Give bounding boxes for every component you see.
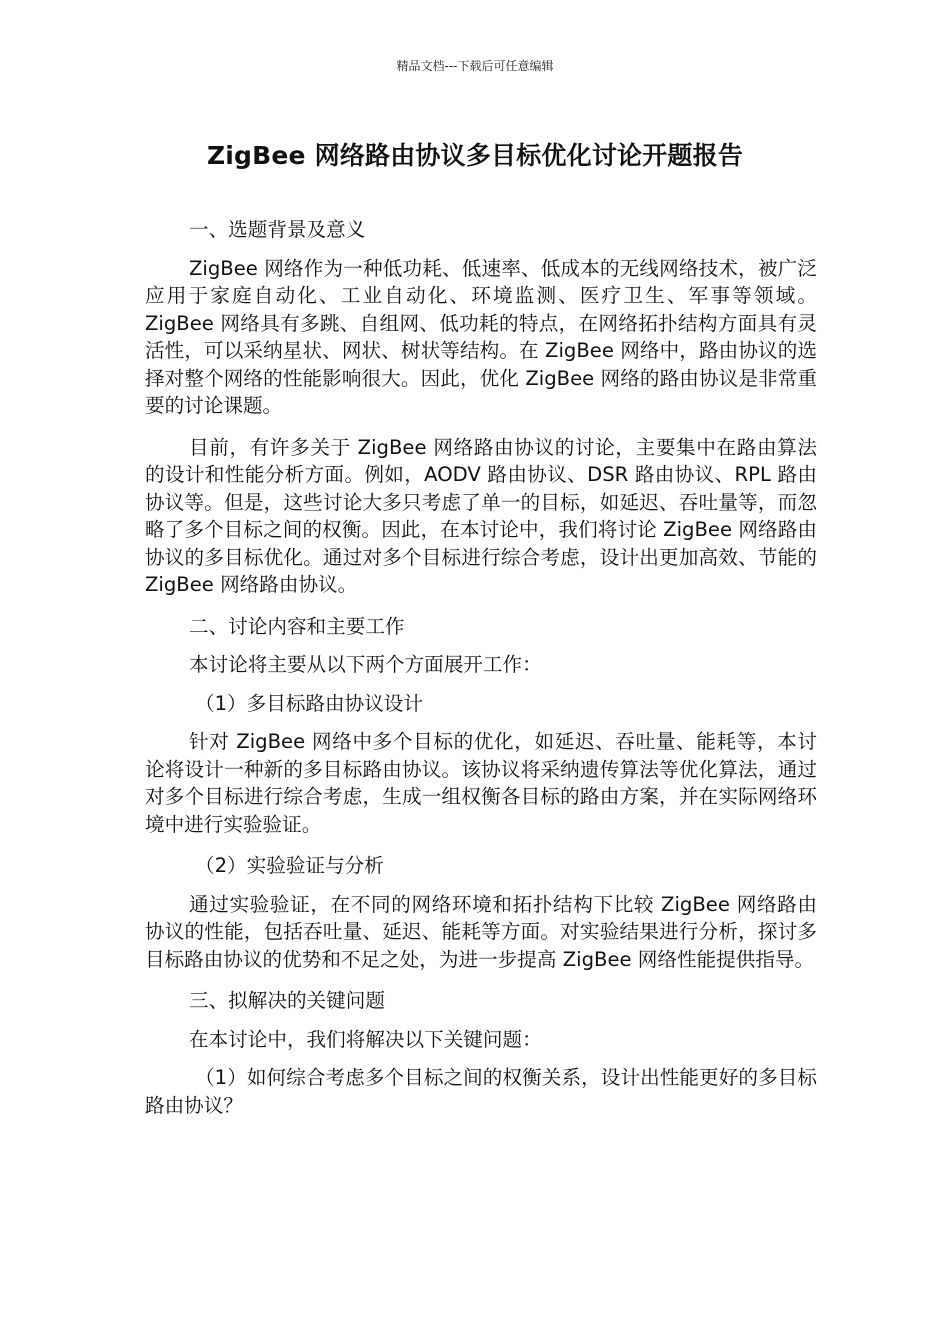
section-1-paragraph-1: ZigBee 网络作为一种低功耗、低速率、低成本的无线网络技术，被广泛应用于家庭自动化、工业自动化、环境监测、医疗卫生、军事等领域。ZigBee 网络具有多跳、自组网、低功耗的特点，在网络拓扑结构方面具有灵活性，可以采纳星状、网状、树状等结构。在 ZigBee 网络中，路由协议的选择对整个网络的性能影响很大。因此，优化 ZigBee 网络的路由协议是非常重要的讨论课题。 (145, 256, 817, 417)
document-title: ZigBee 网络路由协议多目标优化讨论开题报告 (206, 141, 744, 170)
section-3-intro: 在本讨论中，我们将解决以下关键问题： (189, 1027, 542, 1051)
section-3-heading: 三、拟解决的关键问题 (189, 989, 385, 1012)
section-1-paragraph-2: 目前，有许多关于 ZigBee 网络路由协议的讨论，主要集中在路由算法的设计和性能分析方面。例如，AODV 路由协议、DSR 路由协议、RPL 路由协议等。但是，这些讨论大多只考虑了单一的目标，如延迟、吞吐量等，而忽略了多个目标之间的权衡。因此，在本讨论中，我们将讨论 ZigBee 网络路由协议的多目标优化。通过对多个目标进行综合考虑，设计出更加高效、节能的 ZigBee 网络路由协议。 (145, 435, 817, 596)
document-body (145, 216, 817, 1133)
section-2-item-1-text: 针对 ZigBee 网络中多个目标的优化，如延迟、吞吐量、能耗等，本讨论将设计一种新的多目标路由协议。该协议将采纳遗传算法等优化算法，通过对多个目标进行综合考虑，生成一组权衡各目标的路由方案，并在实际网络环境中进行实验验证。 (145, 730, 817, 836)
section-2-item-2-text: 通过实验验证，在不同的网络环境和拓扑结构下比较 ZigBee 网络路由协议的性能，包括吞吐量、延迟、能耗等方面。对实验结果进行分析，探讨多目标路由协议的优势和不足之处，为进一步提高 ZigBee 网络性能提供指导。 (145, 892, 817, 971)
section-1-heading: 一、选题背景及意义 (189, 218, 366, 241)
page-header-note: 精品文档---下载后可任意编辑 (396, 59, 554, 73)
section-2-item-1-heading: （1）多目标路由协议设计 (195, 691, 423, 715)
section-3-item-1: （1）如何综合考虑多个目标之间的权衡关系，设计出性能更好的多目标路由协议？ (145, 1066, 817, 1117)
section-2-item-2-heading: （2）实验验证与分析 (195, 854, 384, 877)
section-2-intro: 本讨论将主要从以下两个方面展开工作： (189, 653, 542, 676)
section-2-heading: 二、讨论内容和主要工作 (189, 614, 405, 638)
